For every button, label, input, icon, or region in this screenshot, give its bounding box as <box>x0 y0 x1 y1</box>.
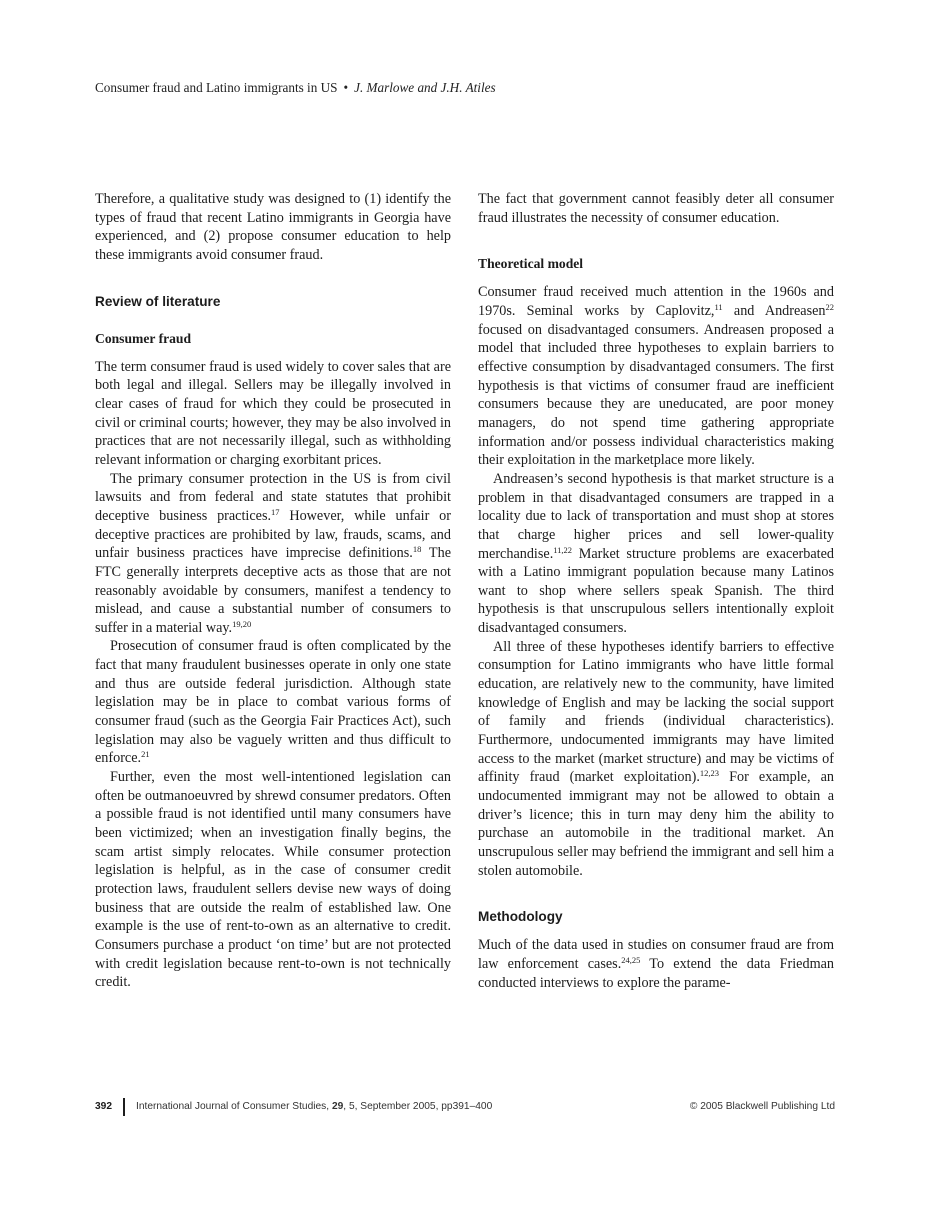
citation-ref: 11,22 <box>553 544 573 555</box>
copyright-notice: © 2005 Blackwell Publishing Ltd <box>689 1101 835 1112</box>
citation-ref: 24,25 <box>621 954 641 965</box>
citation-ref: 19,20 <box>232 618 252 629</box>
theoretical-model-heading: Theoretical model <box>478 256 584 272</box>
citation-ref: 21 <box>141 749 150 760</box>
page-footer <box>95 1098 835 1118</box>
right-column <box>478 190 834 992</box>
intro-paragraph: Therefore, a qualitative study was designed to (1) identify the types of fraud that recent Latino immigrants in Georgia have experienced, and (2) propose consumer education to help these immigrants avoid consumer fraud. <box>95 191 451 263</box>
review-of-literature-heading: Review of literature <box>95 293 221 309</box>
theoretical-model-paragraph-2: Andreasen’s second hypothesis is that market structure is a problem in that disadvantaged consumers are trapped in a locality due to lack of transportation and must shop at stores that charge higher prices and sell lower-quality merchandise.$^{11,22}$ Market structure problems are exacerbated with a Latino immigrant population because many Latinos want to shop where sellers speak Spanish. The third hypothesis is that unscrupulous sellers intentionally exploit disadvantaged consumers. <box>478 470 834 637</box>
consumer-fraud-heading: Consumer fraud <box>95 330 192 346</box>
citation-ref: 12,23 <box>699 768 720 779</box>
continuation-paragraph: The fact that government cannot feasibly deter all consumer fraud illustrates the necessity of consumer education. <box>478 191 834 226</box>
left-column <box>95 190 451 992</box>
consumer-fraud-paragraph-2: The primary consumer protection in the US is from civil lawsuits and from federal and state statutes that prohibit deceptive business practices.$^{17}$ However, while unfair or deceptive practices are prohibited by law, frauds, scams, and unfair business practices have imprecise definitions.$^{18}$ The FTC generally interprets deceptive acts as those that are not reasonably avoidable by consumers, manifest a tendency to mislead, and cause a substantial number of consumers to suffer in a material way.$^{19,20}$ <box>95 470 451 636</box>
citation-ref: 11 <box>714 301 723 312</box>
journal-volume: 29 <box>331 1101 344 1112</box>
journal-citation: International Journal of Consumer Studies, 29, 5, September 2005, pp391–400 <box>136 1101 493 1112</box>
methodology-paragraph-1: Much of the data used in studies on consumer fraud are from law enforcement cases.$^{24,25}$ To extend the data Friedman conducted interviews to explore the parame- <box>478 937 834 991</box>
citation-ref: 18 <box>412 544 422 555</box>
consumer-fraud-paragraph-1: The term consumer fraud is used widely to cover sales that are both legal and illegal. Sellers may be illegally involved in clear cases of fraud for which they could be prosecuted in civil or criminal courts; however, they may be also involved in practices that are not necessarily illegal, such as withholding relevant information or charging exorbitant prices. <box>95 358 451 468</box>
consumer-fraud-paragraph-4: Further, even the most well-intentioned legislation can often be outmanoeuvred by shrewd consumer predators. Often a possible fraud is not identified until many consumers have been victimized; when an investigation finally begins, the scam artist simply relocates. While consumer protection legislation is helpful, as in the case of consumer credit protection laws, fraudulent sellers devise new ways of doing business that are outside the realm of established law. One example is the use of rent-to-own as an alternative to credit. Consumers purchase a product ‘on time’ but are not protected with credit legislation because rent-to-own is not technically credit. <box>95 769 451 991</box>
footer-divider <box>123 1098 125 1116</box>
article-authors: J. Marlowe and J.H. Atiles <box>354 80 496 95</box>
theoretical-model-paragraph-3: All three of these hypotheses identify barriers to effective consumption for Latino immigrants who have little formal education, are relatively new to the community, have limited knowledge of English and may be lacking the social support of family and friends (individual characteristics). Furthermore, undocumented immigrants may have limited access to the market (market structure) and may be victims of affinity fraud (market exploitation).$^{12,23}$ For example, an undocumented immigrant may not be allowed to obtain a driver’s licence; this in turn may deny him the ability to purchase an automobile in the traditional market. An unscrupulous seller may befriend the immigrant and sell him a stolen automobile. <box>478 638 835 879</box>
citation-ref: 22 <box>825 301 834 312</box>
methodology-heading: Methodology <box>478 909 563 925</box>
theoretical-model-paragraph-1: Consumer fraud received much attention in the 1960s and 1970s. Seminal works by Caplovitz,$^{11}$ and Andreasen$^{22}$ focused on disadvantaged consumers. Andreasen proposed a model that included three hypotheses to explain barriers to effective consumption by disadvantaged consumers. The first hypothesis is that victims of consumer fraud are inefficient consumers because they are uneducated, are poor money managers, do not spend time gathering appropriate information and/or possess individual characteristics making their exploitation in the marketplace more likely. <box>478 284 834 469</box>
citation-ref: 17 <box>271 506 280 517</box>
bullet-separator: • <box>343 80 349 95</box>
running-head <box>95 80 835 96</box>
page-number: 392 <box>95 1101 112 1112</box>
consumer-fraud-paragraph-3: Prosecution of consumer fraud is often complicated by the fact that many fraudulent businesses operate in only one state and thus are outside federal jurisdiction. Although state legislation may be in place to combat various forms of consumer fraud (such as the Georgia Fair Practices Act), such legislation may also be vaguely written and thus difficult to enforce.$^{21}$ <box>95 638 451 767</box>
article-title: Consumer fraud and Latino immigrants in US <box>95 80 338 95</box>
